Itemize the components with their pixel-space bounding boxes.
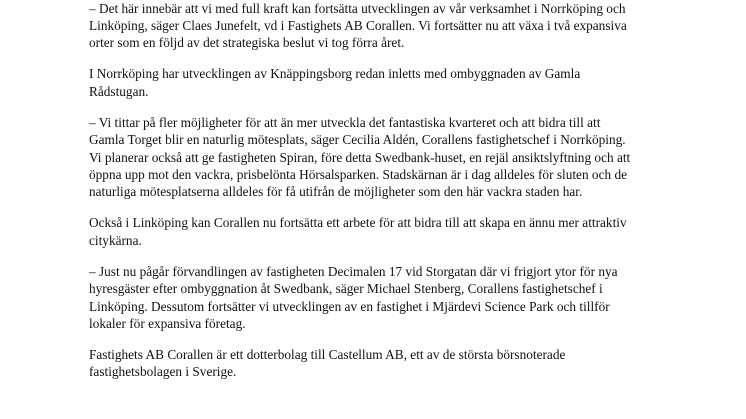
paragraph-castellum: Fastighets AB Corallen är ett dotterbolag till Castellum AB, ett av de största börsnoterade fastighetsbolagen i Sverige.	[89, 346, 566, 380]
paragraph-linkoping: Också i Linköping kan Corallen nu fortsätta ett arbete för att bidra till att skapa en ännu mer attraktiv citykärna.	[89, 215, 627, 248]
paragraph-quote-cecilia-alden: – Vi tittar på fler möjligheter för att än mer utveckla det fantastiska kvarteret och att bidra till att Gamla Torget blir en naturlig mötesplats, säger Cecilia Aldén, Corallens fastighetschef i Norrköping. Vi planerar också att ge fastigheten Spiran, före detta Swedbank-huset, en rejäl ansiktslyftning och att öppna upp mot den vackra, prisbelönta Hörsalsparken. Stadskärnan är i dag alldeles för sluten och de naturliga mötesplatserna alldeles för få utifrån de möjligheter som den här vackra staden har.	[89, 114, 631, 200]
document-page	[89, 0, 729, 394]
paragraph-quote-claes-junefelt: – Det här innebär att vi med full kraft kan fortsätta utvecklingen av vår verksamhet i Norrköping och Linköping, säger Claes Junefelt, vd i Fastighets AB Corallen. Vi fortsätter nu att växa i två expansiva orter som en följd av det strategiska beslut vi tog förra året.	[89, 0, 627, 51]
paragraph-knappingsborg: I Norrköping har utvecklingen av Knäppingsborg redan inletts med ombyggnaden av Gamla Rådstugan.	[89, 66, 581, 99]
paragraph-quote-michael-stenberg: – Just nu pågår förvandlingen av fastigheten Decimalen 17 vid Storgatan där vi frigjort ytor för nya hyresgäster efter ombyggnation åt Swedbank, säger Michael Stenberg, Corallens fastighetschef i Linköping. Dessutom fortsätter vi utvecklingen av en fastighet i Mjärdevi Science Park och tillför lokaler för expansiva företag.	[89, 263, 618, 331]
